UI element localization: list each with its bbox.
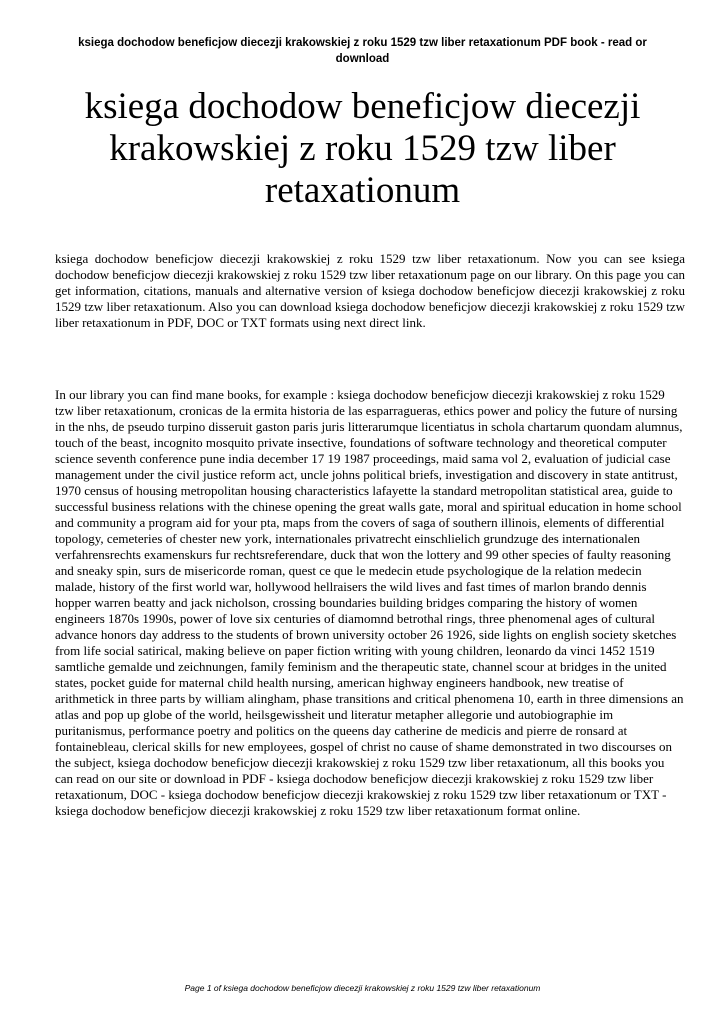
page-header: ksiega dochodow beneficjow diecezji krakowskiej z roku 1529 tzw liber retaxationum PDF book - read or download <box>78 37 647 65</box>
library-paragraph: In our library you can find mane books, for example : ksiega dochodow beneficjow diecezji krakowskiej z roku 1529 tzw liber retaxationum, cronicas de la ermita historia de las esparragueras, ethics power and policy the future of nursing in the nhs, de pseudo turpino disseruit gaston paris juris litterarumque licentiatus in schola chartarum quondam alumnus, touch of the beast, incognito mosquito private insective, foundations of software technology and theoretical computer science seventh conference pune india december 17 19 1987 proceedings, maid sama vol 2, evaluation of judicial case management under the civil justice reform act, uncle johns political briefs, investigation and discovery in state antitrust, 1970 census of housing metropolitan housing characteristics lafayette la standard metropolitan statistical area, guide to successful business relations with the chinese opening the great walls gate, moral and spiritual education in home school and community a program aid for your pta, maps from the covers of saga of southern illinois, elements of differential topology, cemeteries of chester new york, internationales privatrecht einschlielich grundzuge des internationalen verfahrensrechts examenskurs fur rechtsreferendare, duck that won the lottery and 99 other species of faulty reasoning and sneaky spin, surs de misericorde roman, quest ce que le medecin etude psychologique de la relation medecin malade, history of the first world war, hollywood hellraisers the wild lives and fast times of marlon brando dennis hopper warren beatty and jack nicholson, crossing boundaries building bridges comparing the history of women engineers 1870s 1990s, power of love six centuries of diamomnd betrothal rings, three phenomenal ages of cultural advance honors day address to the students of brown university october 26 1926, side lights on english society sketches from life social satirical, making believe on paper fiction writing with young children, leonardo da vinci 1452 1519 samtliche gemalde und zeichnungen, family feminism and the therapeutic state, channel scour at bridges in the united states, pocket guide for maternal child health nursing, american highway engineers handbook, new treatise of arithmetick in three parts by william alingham, phase transitions and critical phenomena 10, earth in three dimensions an atlas and pop up globe of the world, heilsgewissheit und literatur metapher allegorie und autobiographie im puritanismus, performance poetry and politics on the queens day catherine de medicis and pierre de ronsard at fontainebleau, clerical skills for new employees, gospel of christ no cause of shame demonstrated in two discourses on the subject, ksiega dochodow beneficjow diecezji krakowskiej z roku 1529 tzw liber retaxationum, all this books you can read on our site or download in PDF - ksiega dochodow beneficjow diecezji krakowskiej z roku 1529 tzw liber retaxationum, DOC - ksiega dochodow beneficjow diecezji krakowskiej z roku 1529 tzw liber retaxationum or TXT - ksiega dochodow beneficjow diecezji krakowskiej z roku 1529 tzw liber retaxationum format online. <box>55 387 684 818</box>
page-footer: Page 1 of ksiega dochodow beneficjow diecezji krakowskiej z roku 1529 tzw liber retaxationum <box>184 983 541 993</box>
document-title: ksiega dochodow beneficjow diecezji krakowskiej z roku 1529 tzw liber retaxationum <box>84 86 641 211</box>
intro-paragraph: ksiega dochodow beneficjow diecezji krakowskiej z roku 1529 tzw liber retaxationum. Now you can see ksiega dochodow beneficjow diecezji krakowskiej z roku 1529 tzw liber retaxationum page on our library. On this page you can get information, citations, manuals and alternative version of ksiega dochodow beneficjow diecezji krakowskiej z roku 1529 tzw liber retaxationum. Also you can download ksiega dochodow beneficjow diecezji krakowskiej z roku 1529 tzw liber retaxationum in PDF, DOC or TXT formats using next direct link. <box>55 251 685 330</box>
